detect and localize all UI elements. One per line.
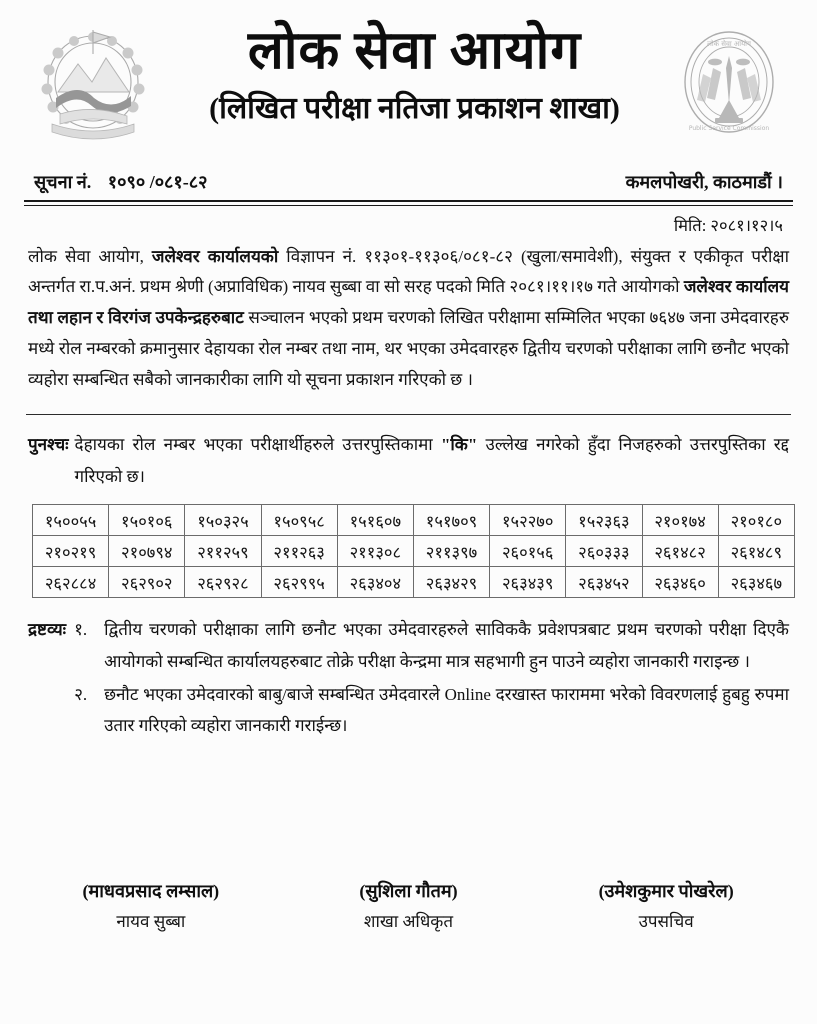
punashcha-highlight: "कि" [440,435,478,455]
signature-2 [313,879,503,932]
list-item [74,679,789,742]
notice-number-value: १०९० /०८१-८२ [107,172,208,192]
note-text: द्वितीय चरणको परीक्षाका लागि छनौट भएका उमेदवारहरुले साविककै प्रवेशपत्रबाट प्रथम चरणको परीक्षा दिएकै आयोगको सम्बन्धित कार्यालयहरुबाट तोक्रे परीक्षा केन्द्रमा मात्र सहभागी हुन पाउने व्यहोरा जानकारी गराइन्छ । [104,620,789,671]
page-title: लोक सेवा आयोग [247,22,582,80]
roll-cell: २६०३३३ [566,536,642,567]
roll-number-table-wrap [22,492,795,598]
roll-cell: १५०१०६ [109,505,185,536]
document-header [22,0,795,160]
roll-cell: २६३४६० [642,567,718,598]
roll-cell: २६२८८४ [33,567,109,598]
table-row [33,567,795,598]
roll-cell: १५१७०९ [413,505,489,536]
signature-post: उपसचिव [638,912,694,931]
roll-table-body [33,505,795,598]
roll-cell: २६३४२९ [413,567,489,598]
punashcha-text [75,429,789,492]
roll-cell: २६३४०४ [337,567,413,598]
notice-place: कमलपोखरी, काठमाडौं । [625,172,783,192]
roll-cell: १५२३६३ [566,505,642,536]
page-subtitle: (लिखित परीक्षा नतिजा प्रकाशन शाखा) [209,91,620,125]
roll-cell: २६३४६७ [718,567,794,598]
punashcha-label: पुनश्चः [28,435,69,455]
svg-text:लोक सेवा आयोग: लोक सेवा आयोग [707,40,751,48]
list-item [74,614,789,677]
roll-cell: २६१४८२ [642,536,718,567]
roll-cell: २६२९०२ [109,567,185,598]
roll-cell: २१०२१९ [33,536,109,567]
punashcha-text-1: देहायका रोल नम्बर भएका परीक्षार्थीहरुले उत्तरपुस्तिकामा [74,435,441,455]
roll-cell: २६१४८९ [718,536,794,567]
signature-post: नायव सुब्बा [116,912,186,931]
notice-date: मिति: २०८१।१२।५ [673,215,783,235]
punashcha-text-2: उल्लेख नगरेको हुँदा निजहरुको उत्तरपुस्तिका रद्द गरिएको छ। [74,435,789,486]
svg-text:Public Service Commission: Public Service Commission [688,125,770,132]
notes-section [22,598,795,744]
notice-meta-line [22,160,795,200]
roll-cell: २१०१८० [718,505,794,536]
roll-cell: २६३४३९ [490,567,566,598]
signature-post: शाखा अधिकृत [363,912,454,931]
punashcha-section [22,415,795,492]
roll-cell: १५०९५८ [261,505,337,536]
signature-1 [56,879,246,932]
roll-cell: १५२२७० [490,505,566,536]
roll-cell: २६३४५२ [566,567,642,598]
nepal-government-emblem [34,20,152,148]
roll-cell: १५०३२५ [185,505,261,536]
roll-cell: १५१६०७ [337,505,413,536]
notice-body-paragraph [22,236,795,397]
notice-number [34,170,208,194]
signature-name: (सुशिला गौतम) [359,881,458,901]
roll-cell: १५००५५ [33,505,109,536]
body-text-3: सञ्चालन भएको प्रथम चरणको लिखित परीक्षामा सम्मिलित भएका ७६४७ जना उमेदवारहरु मध्ये रोल नम्बरको क्रमानुसार देहायका रोल नम्बर तथा नाम, थर भएका उमेदवारहरु द्वितीय चरणको परीक्षाका लागि छनौट भएको व्यहोरा सम्बन्धित सबैको जानकारीका लागि यो सूचना प्रकाशन गरिएको छ । [28,308,789,390]
body-text-2: विज्ञापन नं. ११३०१-११३०६/०८१-८२ (खुला/समावेशी), संयुक्त र एकीकृत परीक्षा अन्तर्गत रा.प.अनं. प्रथम श्रेणी (अप्राविधिक) नायव सुब्बा वा सो सरह पदको मिति २०८१।११।१७ गते आयोगको [28,246,790,297]
roll-cell: २१०१७४ [642,505,718,536]
signature-name: (माधवप्रसाद लम्साल) [82,881,220,901]
table-row [33,536,795,567]
roll-cell: २११३९७ [413,536,489,567]
notes-label: द्रष्टव्यः [28,620,67,640]
table-row [33,505,795,536]
note-number: २. [74,684,88,704]
roll-cell: २६२९२८ [185,567,261,598]
roll-number-table [32,504,795,598]
roll-cell: २११२५९ [185,536,261,567]
roll-cell: २६२९९५ [261,567,337,598]
roll-cell: २१०७९४ [109,536,185,567]
signature-3 [571,879,761,932]
notice-number-label: सूचना नं. [34,172,92,192]
signature-name: (उमेशकुमार पोखरेल) [598,881,734,901]
body-bold-office-1: जलेश्वर कार्यालयको [151,246,279,266]
roll-cell: २११२६३ [261,536,337,567]
body-text-1: लोक सेवा आयोग, [28,246,152,266]
note-text: छनौट भएका उमेदवारको बाबु/बाजे सम्बन्धित उमेदवारले Online दरखास्त फाराममा भरेको विवरणलाई हुबहु रुपमा उतार गरिएको व्यहोरा जानकारी गराईन्छ। [104,684,789,736]
roll-cell: २६०१५६ [490,536,566,567]
roll-cell: २११३०८ [337,536,413,567]
note-number: १. [74,620,88,640]
title-block [152,24,677,127]
notes-list [74,614,789,744]
public-service-commission-seal [677,26,781,138]
signature-block [22,879,795,932]
body-bold-office-2: जलेश्वर कार्यालय तथा लहान र विरगंज उपकेन्द्रहरुबाट [28,277,789,328]
